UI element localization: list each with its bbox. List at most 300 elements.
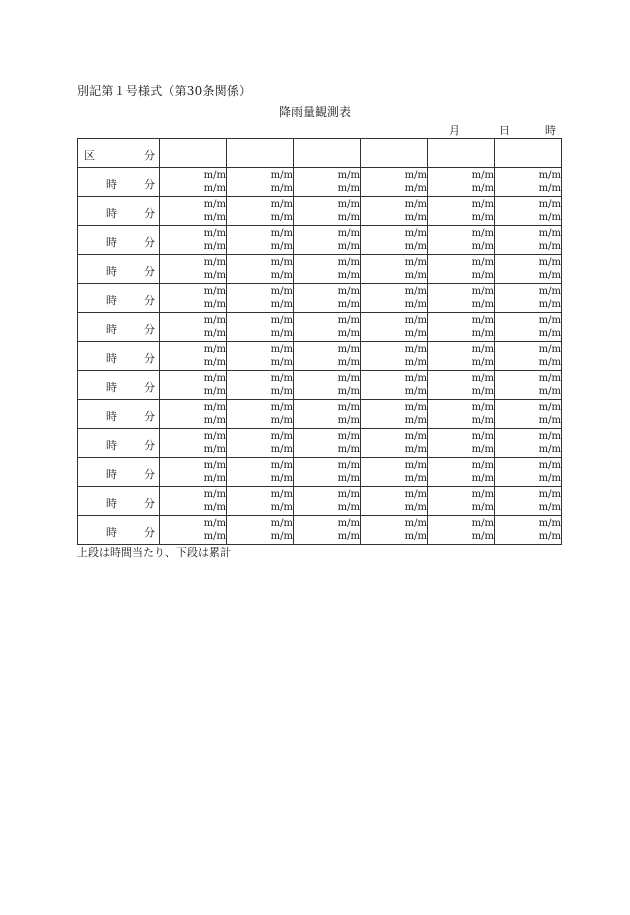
rainfall-cell[interactable] — [294, 284, 361, 313]
hour-label: 時 — [106, 497, 117, 510]
hourly-unit: m/m — [337, 344, 360, 355]
hourly-unit: m/m — [538, 489, 561, 500]
rainfall-cell[interactable] — [160, 371, 227, 400]
rainfall-cell[interactable] — [495, 168, 562, 197]
hour-label: 時 — [106, 410, 117, 423]
header-cell[interactable] — [495, 139, 562, 168]
rainfall-cell[interactable] — [495, 197, 562, 226]
rainfall-cell[interactable] — [428, 516, 495, 545]
rainfall-cell[interactable] — [227, 226, 294, 255]
cumulative-unit: m/m — [538, 328, 561, 339]
hourly-unit: m/m — [337, 286, 360, 297]
hourly-unit: m/m — [337, 373, 360, 384]
hourly-unit: m/m — [404, 344, 427, 355]
rainfall-cell[interactable] — [227, 168, 294, 197]
table-row — [78, 255, 562, 284]
time-label-cell — [78, 487, 160, 516]
hourly-unit: m/m — [203, 373, 226, 384]
hourly-unit: m/m — [270, 257, 293, 268]
cumulative-unit: m/m — [471, 473, 494, 484]
hourly-unit: m/m — [337, 460, 360, 471]
minute-label: 分 — [144, 497, 155, 510]
hourly-unit: m/m — [337, 199, 360, 210]
time-label-cell — [78, 458, 160, 487]
rainfall-cell[interactable] — [227, 487, 294, 516]
cumulative-unit: m/m — [270, 357, 293, 368]
hourly-unit: m/m — [538, 460, 561, 471]
table-row — [78, 168, 562, 197]
hour-label: 時 — [106, 468, 117, 481]
cumulative-unit: m/m — [270, 299, 293, 310]
hourly-unit: m/m — [538, 257, 561, 268]
cumulative-unit: m/m — [337, 183, 360, 194]
time-label-cell — [78, 255, 160, 284]
table-row — [78, 284, 562, 313]
rainfall-cell[interactable] — [361, 516, 428, 545]
cumulative-unit: m/m — [337, 473, 360, 484]
hour-label: 時 — [106, 439, 117, 452]
header-label-bun: 分 — [144, 149, 155, 162]
hourly-unit: m/m — [404, 518, 427, 529]
cumulative-unit: m/m — [270, 183, 293, 194]
rainfall-cell[interactable] — [428, 284, 495, 313]
hourly-unit: m/m — [337, 431, 360, 442]
cumulative-unit: m/m — [471, 357, 494, 368]
rainfall-cell[interactable] — [294, 400, 361, 429]
rainfall-cell[interactable] — [428, 429, 495, 458]
header-cell[interactable] — [160, 139, 227, 168]
rainfall-cell[interactable] — [160, 458, 227, 487]
cumulative-unit: m/m — [270, 328, 293, 339]
hourly-unit: m/m — [270, 199, 293, 210]
rainfall-cell[interactable] — [227, 371, 294, 400]
hourly-unit: m/m — [471, 170, 494, 181]
hourly-unit: m/m — [203, 344, 226, 355]
header-cell[interactable] — [227, 139, 294, 168]
minute-label: 分 — [144, 207, 155, 220]
cumulative-unit: m/m — [270, 415, 293, 426]
cumulative-unit: m/m — [404, 270, 427, 281]
minute-label: 分 — [144, 526, 155, 539]
cumulative-unit: m/m — [404, 502, 427, 513]
hourly-unit: m/m — [203, 489, 226, 500]
rainfall-cell[interactable] — [160, 342, 227, 371]
rainfall-cell[interactable] — [294, 458, 361, 487]
cumulative-unit: m/m — [538, 212, 561, 223]
hourly-unit: m/m — [270, 315, 293, 326]
hourly-unit: m/m — [337, 257, 360, 268]
hour-label: 時 — [106, 526, 117, 539]
cumulative-unit: m/m — [404, 183, 427, 194]
time-label-cell — [78, 342, 160, 371]
hourly-unit: m/m — [538, 402, 561, 413]
time-label-cell — [78, 226, 160, 255]
hourly-unit: m/m — [270, 460, 293, 471]
hour-label: 時 — [106, 381, 117, 394]
rainfall-cell[interactable] — [428, 342, 495, 371]
hourly-unit: m/m — [538, 286, 561, 297]
hour-label: 時 — [106, 352, 117, 365]
table-row — [78, 516, 562, 545]
rainfall-cell[interactable] — [294, 342, 361, 371]
hourly-unit: m/m — [203, 170, 226, 181]
rainfall-cell[interactable] — [227, 255, 294, 284]
time-label-cell — [78, 400, 160, 429]
cumulative-unit: m/m — [337, 357, 360, 368]
hourly-unit: m/m — [337, 402, 360, 413]
rainfall-cell[interactable] — [227, 197, 294, 226]
rainfall-cell[interactable] — [227, 313, 294, 342]
minute-label: 分 — [144, 468, 155, 481]
hourly-unit: m/m — [337, 170, 360, 181]
hourly-unit: m/m — [404, 431, 427, 442]
hourly-unit: m/m — [404, 489, 427, 500]
rainfall-cell[interactable] — [294, 168, 361, 197]
cumulative-unit: m/m — [270, 212, 293, 223]
rainfall-cell[interactable] — [361, 197, 428, 226]
rainfall-cell[interactable] — [294, 487, 361, 516]
minute-label: 分 — [144, 410, 155, 423]
rainfall-cell[interactable] — [294, 371, 361, 400]
rainfall-cell[interactable] — [428, 255, 495, 284]
time-label-cell — [78, 168, 160, 197]
rainfall-cell[interactable] — [495, 487, 562, 516]
hourly-unit: m/m — [270, 518, 293, 529]
rainfall-cell[interactable] — [361, 458, 428, 487]
cumulative-unit: m/m — [203, 415, 226, 426]
rainfall-cell[interactable] — [227, 516, 294, 545]
date-day-label: 日 — [499, 124, 510, 137]
rainfall-cell[interactable] — [227, 284, 294, 313]
hourly-unit: m/m — [404, 286, 427, 297]
header-cell[interactable] — [428, 139, 495, 168]
hourly-unit: m/m — [404, 257, 427, 268]
rainfall-cell[interactable] — [160, 400, 227, 429]
cumulative-unit: m/m — [471, 270, 494, 281]
rainfall-cell[interactable] — [428, 197, 495, 226]
cumulative-unit: m/m — [404, 357, 427, 368]
cumulative-unit: m/m — [337, 502, 360, 513]
cumulative-unit: m/m — [404, 473, 427, 484]
hour-label: 時 — [106, 323, 117, 336]
cumulative-unit: m/m — [538, 531, 561, 542]
hourly-unit: m/m — [203, 518, 226, 529]
rainfall-cell[interactable] — [227, 400, 294, 429]
hourly-unit: m/m — [270, 170, 293, 181]
rainfall-cell[interactable] — [294, 516, 361, 545]
cumulative-unit: m/m — [538, 444, 561, 455]
rainfall-cell[interactable] — [294, 255, 361, 284]
cumulative-unit: m/m — [270, 241, 293, 252]
cumulative-unit: m/m — [404, 415, 427, 426]
hourly-unit: m/m — [337, 518, 360, 529]
footnote: 上段は時間当たり、下段は累計 — [77, 546, 231, 559]
cumulative-unit: m/m — [471, 241, 494, 252]
hourly-unit: m/m — [404, 170, 427, 181]
hourly-unit: m/m — [471, 402, 494, 413]
cumulative-unit: m/m — [203, 299, 226, 310]
cumulative-unit: m/m — [538, 299, 561, 310]
hourly-unit: m/m — [471, 257, 494, 268]
minute-label: 分 — [144, 439, 155, 452]
form-label: 別記第１号様式（第30条関係） — [77, 84, 252, 98]
hour-label: 時 — [106, 236, 117, 249]
hourly-unit: m/m — [538, 199, 561, 210]
hourly-unit: m/m — [270, 489, 293, 500]
hourly-unit: m/m — [471, 344, 494, 355]
cumulative-unit: m/m — [203, 328, 226, 339]
hourly-unit: m/m — [471, 199, 494, 210]
rainfall-cell[interactable] — [361, 255, 428, 284]
rainfall-cell[interactable] — [361, 429, 428, 458]
cumulative-unit: m/m — [471, 183, 494, 194]
date-month-label: 月 — [449, 124, 460, 137]
hourly-unit: m/m — [203, 431, 226, 442]
cumulative-unit: m/m — [538, 473, 561, 484]
hour-label: 時 — [106, 207, 117, 220]
cumulative-unit: m/m — [538, 357, 561, 368]
cumulative-unit: m/m — [203, 531, 226, 542]
rainfall-table — [77, 138, 562, 545]
header-label-cell — [78, 139, 160, 168]
rainfall-cell[interactable] — [160, 313, 227, 342]
cumulative-unit: m/m — [404, 241, 427, 252]
hourly-unit: m/m — [203, 286, 226, 297]
rainfall-cell[interactable] — [160, 516, 227, 545]
rainfall-cell[interactable] — [495, 313, 562, 342]
cumulative-unit: m/m — [337, 241, 360, 252]
date-line — [449, 122, 557, 136]
hourly-unit: m/m — [404, 228, 427, 239]
hour-label: 時 — [106, 294, 117, 307]
rainfall-cell[interactable] — [294, 197, 361, 226]
time-label-cell — [78, 516, 160, 545]
hourly-unit: m/m — [337, 315, 360, 326]
hourly-unit: m/m — [337, 489, 360, 500]
table-row — [78, 342, 562, 371]
hourly-unit: m/m — [404, 315, 427, 326]
rainfall-cell[interactable] — [495, 226, 562, 255]
hourly-unit: m/m — [203, 228, 226, 239]
rainfall-cell[interactable] — [428, 371, 495, 400]
rainfall-cell[interactable] — [361, 313, 428, 342]
rainfall-cell[interactable] — [495, 371, 562, 400]
cumulative-unit: m/m — [270, 386, 293, 397]
hourly-unit: m/m — [538, 315, 561, 326]
rainfall-cell[interactable] — [428, 168, 495, 197]
minute-label: 分 — [144, 294, 155, 307]
rainfall-cell[interactable] — [428, 487, 495, 516]
hourly-unit: m/m — [270, 431, 293, 442]
hourly-unit: m/m — [538, 373, 561, 384]
hourly-unit: m/m — [404, 199, 427, 210]
time-label-cell — [78, 429, 160, 458]
table-row — [78, 458, 562, 487]
cumulative-unit: m/m — [203, 357, 226, 368]
cumulative-unit: m/m — [203, 444, 226, 455]
cumulative-unit: m/m — [471, 502, 494, 513]
rainfall-cell[interactable] — [160, 284, 227, 313]
hourly-unit: m/m — [203, 460, 226, 471]
hour-label: 時 — [106, 265, 117, 278]
cumulative-unit: m/m — [404, 299, 427, 310]
table-row — [78, 226, 562, 255]
hourly-unit: m/m — [337, 228, 360, 239]
cumulative-unit: m/m — [337, 531, 360, 542]
cumulative-unit: m/m — [471, 328, 494, 339]
table-row — [78, 371, 562, 400]
minute-label: 分 — [144, 352, 155, 365]
time-label-cell — [78, 313, 160, 342]
hourly-unit: m/m — [270, 344, 293, 355]
page-title: 降雨量観測表 — [278, 105, 351, 119]
cumulative-unit: m/m — [270, 444, 293, 455]
hourly-unit: m/m — [203, 315, 226, 326]
cumulative-unit: m/m — [404, 444, 427, 455]
rainfall-cell[interactable] — [361, 284, 428, 313]
cumulative-unit: m/m — [404, 531, 427, 542]
cumulative-unit: m/m — [203, 241, 226, 252]
hourly-unit: m/m — [404, 402, 427, 413]
cumulative-unit: m/m — [203, 502, 226, 513]
table-header-row — [78, 139, 562, 168]
minute-label: 分 — [144, 323, 155, 336]
cumulative-unit: m/m — [538, 502, 561, 513]
cumulative-unit: m/m — [203, 473, 226, 484]
table-row — [78, 429, 562, 458]
cumulative-unit: m/m — [471, 415, 494, 426]
hourly-unit: m/m — [471, 518, 494, 529]
table-row — [78, 197, 562, 226]
time-label-cell — [78, 371, 160, 400]
rainfall-cell[interactable] — [160, 429, 227, 458]
cumulative-unit: m/m — [337, 444, 360, 455]
minute-label: 分 — [144, 236, 155, 249]
rainfall-cell[interactable] — [361, 400, 428, 429]
time-label-cell — [78, 284, 160, 313]
rainfall-cell[interactable] — [495, 342, 562, 371]
hourly-unit: m/m — [538, 170, 561, 181]
hourly-unit: m/m — [270, 228, 293, 239]
header-cell[interactable] — [294, 139, 361, 168]
rainfall-cell[interactable] — [294, 313, 361, 342]
time-label-cell — [78, 197, 160, 226]
cumulative-unit: m/m — [471, 212, 494, 223]
hourly-unit: m/m — [471, 460, 494, 471]
cumulative-unit: m/m — [538, 183, 561, 194]
rainfall-cell[interactable] — [361, 168, 428, 197]
rainfall-cell[interactable] — [227, 429, 294, 458]
cumulative-unit: m/m — [471, 299, 494, 310]
hourly-unit: m/m — [270, 373, 293, 384]
cumulative-unit: m/m — [337, 415, 360, 426]
rainfall-cell[interactable] — [160, 255, 227, 284]
hourly-unit: m/m — [538, 344, 561, 355]
cumulative-unit: m/m — [337, 299, 360, 310]
header-cell[interactable] — [361, 139, 428, 168]
rainfall-cell[interactable] — [160, 487, 227, 516]
cumulative-unit: m/m — [270, 531, 293, 542]
rainfall-cell[interactable] — [361, 487, 428, 516]
cumulative-unit: m/m — [404, 386, 427, 397]
hourly-unit: m/m — [471, 373, 494, 384]
cumulative-unit: m/m — [538, 241, 561, 252]
hourly-unit: m/m — [404, 460, 427, 471]
rainfall-cell[interactable] — [495, 400, 562, 429]
hourly-unit: m/m — [270, 286, 293, 297]
rainfall-cell[interactable] — [361, 371, 428, 400]
cumulative-unit: m/m — [337, 386, 360, 397]
cumulative-unit: m/m — [203, 183, 226, 194]
minute-label: 分 — [144, 265, 155, 278]
rainfall-cell[interactable] — [428, 226, 495, 255]
hour-label: 時 — [106, 178, 117, 191]
table-row — [78, 487, 562, 516]
minute-label: 分 — [144, 381, 155, 394]
hourly-unit: m/m — [471, 431, 494, 442]
rainfall-cell[interactable] — [361, 342, 428, 371]
date-hour-label: 時 — [545, 124, 556, 137]
cumulative-unit: m/m — [471, 444, 494, 455]
cumulative-unit: m/m — [471, 531, 494, 542]
rainfall-cell[interactable] — [495, 429, 562, 458]
rainfall-cell[interactable] — [160, 168, 227, 197]
cumulative-unit: m/m — [270, 473, 293, 484]
cumulative-unit: m/m — [337, 212, 360, 223]
hourly-unit: m/m — [471, 489, 494, 500]
rainfall-cell[interactable] — [495, 458, 562, 487]
rainfall-cell[interactable] — [227, 458, 294, 487]
rainfall-cell[interactable] — [428, 458, 495, 487]
hourly-unit: m/m — [404, 373, 427, 384]
hourly-unit: m/m — [538, 431, 561, 442]
rainfall-cell[interactable] — [160, 197, 227, 226]
hourly-unit: m/m — [538, 228, 561, 239]
rainfall-cell[interactable] — [495, 284, 562, 313]
hourly-unit: m/m — [203, 257, 226, 268]
rainfall-cell[interactable] — [160, 226, 227, 255]
minute-label: 分 — [144, 178, 155, 191]
hourly-unit: m/m — [203, 199, 226, 210]
cumulative-unit: m/m — [538, 415, 561, 426]
rainfall-cell[interactable] — [227, 342, 294, 371]
cumulative-unit: m/m — [337, 328, 360, 339]
table-row — [78, 313, 562, 342]
hourly-unit: m/m — [203, 402, 226, 413]
hourly-unit: m/m — [471, 315, 494, 326]
cumulative-unit: m/m — [203, 386, 226, 397]
rainfall-cell[interactable] — [294, 226, 361, 255]
rainfall-cell[interactable] — [361, 226, 428, 255]
rainfall-cell[interactable] — [428, 400, 495, 429]
cumulative-unit: m/m — [538, 270, 561, 281]
hourly-unit: m/m — [270, 402, 293, 413]
rainfall-cell[interactable] — [294, 429, 361, 458]
rainfall-cell[interactable] — [495, 516, 562, 545]
hourly-unit: m/m — [538, 518, 561, 529]
cumulative-unit: m/m — [471, 386, 494, 397]
hourly-unit: m/m — [471, 286, 494, 297]
cumulative-unit: m/m — [538, 386, 561, 397]
hourly-unit: m/m — [471, 228, 494, 239]
rainfall-cell[interactable] — [495, 255, 562, 284]
cumulative-unit: m/m — [404, 212, 427, 223]
rainfall-cell[interactable] — [428, 313, 495, 342]
table-row — [78, 400, 562, 429]
cumulative-unit: m/m — [270, 270, 293, 281]
cumulative-unit: m/m — [404, 328, 427, 339]
cumulative-unit: m/m — [337, 270, 360, 281]
